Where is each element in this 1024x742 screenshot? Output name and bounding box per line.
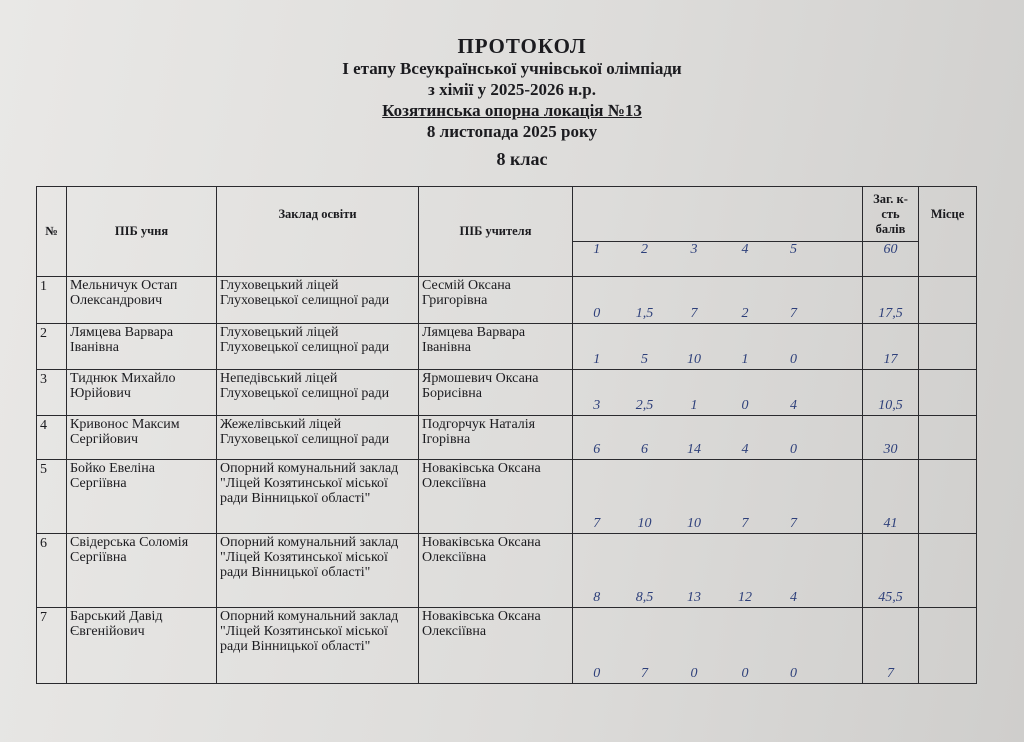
teacher-name: Подгорчук Наталія Ігорівна bbox=[419, 416, 573, 460]
score-spacer bbox=[817, 460, 863, 534]
col-header-school: Заклад освіти bbox=[217, 187, 419, 277]
table-row bbox=[37, 534, 977, 608]
teacher-name: Ярмошевич Оксана Борисівна bbox=[419, 370, 573, 416]
problem-score: 0 bbox=[720, 608, 771, 684]
problem-number: 3 bbox=[669, 242, 720, 277]
place-cell bbox=[919, 416, 977, 460]
problem-score: 0 bbox=[573, 608, 621, 684]
problem-score: 4 bbox=[720, 416, 771, 460]
problem-score: 0 bbox=[720, 370, 771, 416]
row-number: 6 bbox=[37, 534, 67, 608]
max-total: 60 bbox=[863, 242, 919, 277]
problem-score: 7 bbox=[771, 277, 817, 324]
col-header-teacher: ПІБ учителя bbox=[419, 187, 573, 277]
score-spacer bbox=[817, 324, 863, 370]
row-number: 4 bbox=[37, 416, 67, 460]
problem-score: 1 bbox=[573, 324, 621, 370]
problem-number: 4 bbox=[720, 242, 771, 277]
total-score: 17,5 bbox=[863, 277, 919, 324]
student-name: Кривонос Максим Сергійович bbox=[67, 416, 217, 460]
problem-score: 6 bbox=[621, 416, 669, 460]
problem-score: 1 bbox=[669, 370, 720, 416]
problem-score: 7 bbox=[720, 460, 771, 534]
row-number: 2 bbox=[37, 324, 67, 370]
score-spacer bbox=[817, 416, 863, 460]
table-row bbox=[37, 460, 977, 534]
problem-number: 2 bbox=[621, 242, 669, 277]
col-header-total: Заг. к-сть балів bbox=[863, 187, 919, 242]
problem-score: 12 bbox=[720, 534, 771, 608]
col-header-num: № bbox=[37, 187, 67, 277]
table-row bbox=[37, 277, 977, 324]
total-score: 30 bbox=[863, 416, 919, 460]
teacher-name: Сесмій Оксана Григорівна bbox=[419, 277, 573, 324]
student-name: Мельничук Остап Олександрович bbox=[67, 277, 217, 324]
problem-score: 0 bbox=[771, 324, 817, 370]
total-score: 17 bbox=[863, 324, 919, 370]
table-header-row bbox=[37, 187, 977, 242]
problem-score: 4 bbox=[771, 370, 817, 416]
problem-score: 7 bbox=[669, 277, 720, 324]
date-line: 8 листопада 2025 року bbox=[426, 122, 598, 141]
place-cell bbox=[919, 608, 977, 684]
row-number: 5 bbox=[37, 460, 67, 534]
olympiad-stage-line: І етапу Всеукраїнської учнівської олімпіади bbox=[342, 59, 682, 78]
problem-score: 2 bbox=[720, 277, 771, 324]
col-header-student: ПІБ учня bbox=[67, 187, 217, 277]
problem-score: 10 bbox=[669, 460, 720, 534]
document-title: ПРОТОКОЛ bbox=[457, 34, 587, 58]
school-name: Глуховецький ліцей Глуховецької селищної ради bbox=[217, 324, 419, 370]
problem-score: 5 bbox=[621, 324, 669, 370]
table-row bbox=[37, 608, 977, 684]
col-header-problems bbox=[573, 187, 863, 242]
score-spacer bbox=[817, 370, 863, 416]
row-number: 1 bbox=[37, 277, 67, 324]
school-name: Опорний комунальний заклад "Ліцей Козятинської міської ради Вінницької області" bbox=[217, 608, 419, 684]
table-row bbox=[37, 416, 977, 460]
problem-score: 0 bbox=[573, 277, 621, 324]
student-name: Барський Давід Євгенійович bbox=[67, 608, 217, 684]
place-cell bbox=[919, 277, 977, 324]
problem-score: 0 bbox=[771, 608, 817, 684]
problem-score: 1 bbox=[720, 324, 771, 370]
teacher-name: Новаківська Оксана Олексіївна bbox=[419, 534, 573, 608]
row-number: 7 bbox=[37, 608, 67, 684]
results-table bbox=[36, 186, 977, 684]
col-header-place: Місце bbox=[919, 187, 977, 277]
place-cell bbox=[919, 324, 977, 370]
problem-score: 8 bbox=[573, 534, 621, 608]
total-score: 7 bbox=[863, 608, 919, 684]
score-spacer bbox=[817, 608, 863, 684]
problem-score: 13 bbox=[669, 534, 720, 608]
score-spacer bbox=[817, 534, 863, 608]
problem-score: 7 bbox=[771, 460, 817, 534]
total-score: 45,5 bbox=[863, 534, 919, 608]
total-score: 10,5 bbox=[863, 370, 919, 416]
teacher-name: Лямцева Варвара Іванівна bbox=[419, 324, 573, 370]
problem-number: 5 bbox=[771, 242, 817, 277]
student-name: Бойко Евеліна Сергіївна bbox=[67, 460, 217, 534]
problem-score: 8,5 bbox=[621, 534, 669, 608]
school-name: Непедівський ліцей Глуховецької селищної ради bbox=[217, 370, 419, 416]
document-header bbox=[0, 34, 1024, 170]
problem-score: 7 bbox=[573, 460, 621, 534]
problem-score: 2,5 bbox=[621, 370, 669, 416]
problem-score: 10 bbox=[669, 324, 720, 370]
school-name: Жежелівський ліцей Глуховецької селищної ради bbox=[217, 416, 419, 460]
place-cell bbox=[919, 370, 977, 416]
row-number: 3 bbox=[37, 370, 67, 416]
problem-score: 0 bbox=[771, 416, 817, 460]
problem-score: 6 bbox=[573, 416, 621, 460]
subject-year-line: з хімії у 2025-2026 н.р. bbox=[428, 80, 596, 99]
problem-score: 3 bbox=[573, 370, 621, 416]
school-name: Глуховецький ліцей Глуховецької селищної ради bbox=[217, 277, 419, 324]
table-row bbox=[37, 370, 977, 416]
student-name: Лямцева Варвара Іванівна bbox=[67, 324, 217, 370]
problem-score: 7 bbox=[621, 608, 669, 684]
table-row bbox=[37, 324, 977, 370]
problem-number: 1 bbox=[573, 242, 621, 277]
student-name: Тиднюк Михайло Юрійович bbox=[67, 370, 217, 416]
student-name: Свідерська Соломія Сергіївна bbox=[67, 534, 217, 608]
teacher-name: Новаківська Оксана Олексіївна bbox=[419, 460, 573, 534]
problem-spacer bbox=[817, 242, 863, 277]
problem-score: 10 bbox=[621, 460, 669, 534]
problem-score: 0 bbox=[669, 608, 720, 684]
problem-score: 1,5 bbox=[621, 277, 669, 324]
problem-score: 14 bbox=[669, 416, 720, 460]
problem-score: 4 bbox=[771, 534, 817, 608]
place-cell bbox=[919, 534, 977, 608]
teacher-name: Новаківська Оксана Олексіївна bbox=[419, 608, 573, 684]
place-cell bbox=[919, 460, 977, 534]
total-score: 41 bbox=[863, 460, 919, 534]
location-line: Козятинська опорна локація №13 bbox=[382, 101, 642, 120]
school-name: Опорний комунальний заклад "Ліцей Козятинської міської ради Вінницької області" bbox=[217, 460, 419, 534]
score-spacer bbox=[817, 277, 863, 324]
school-name: Опорний комунальний заклад "Ліцей Козятинської міської ради Вінницької області" bbox=[217, 534, 419, 608]
class-label: 8 клас bbox=[496, 149, 548, 169]
